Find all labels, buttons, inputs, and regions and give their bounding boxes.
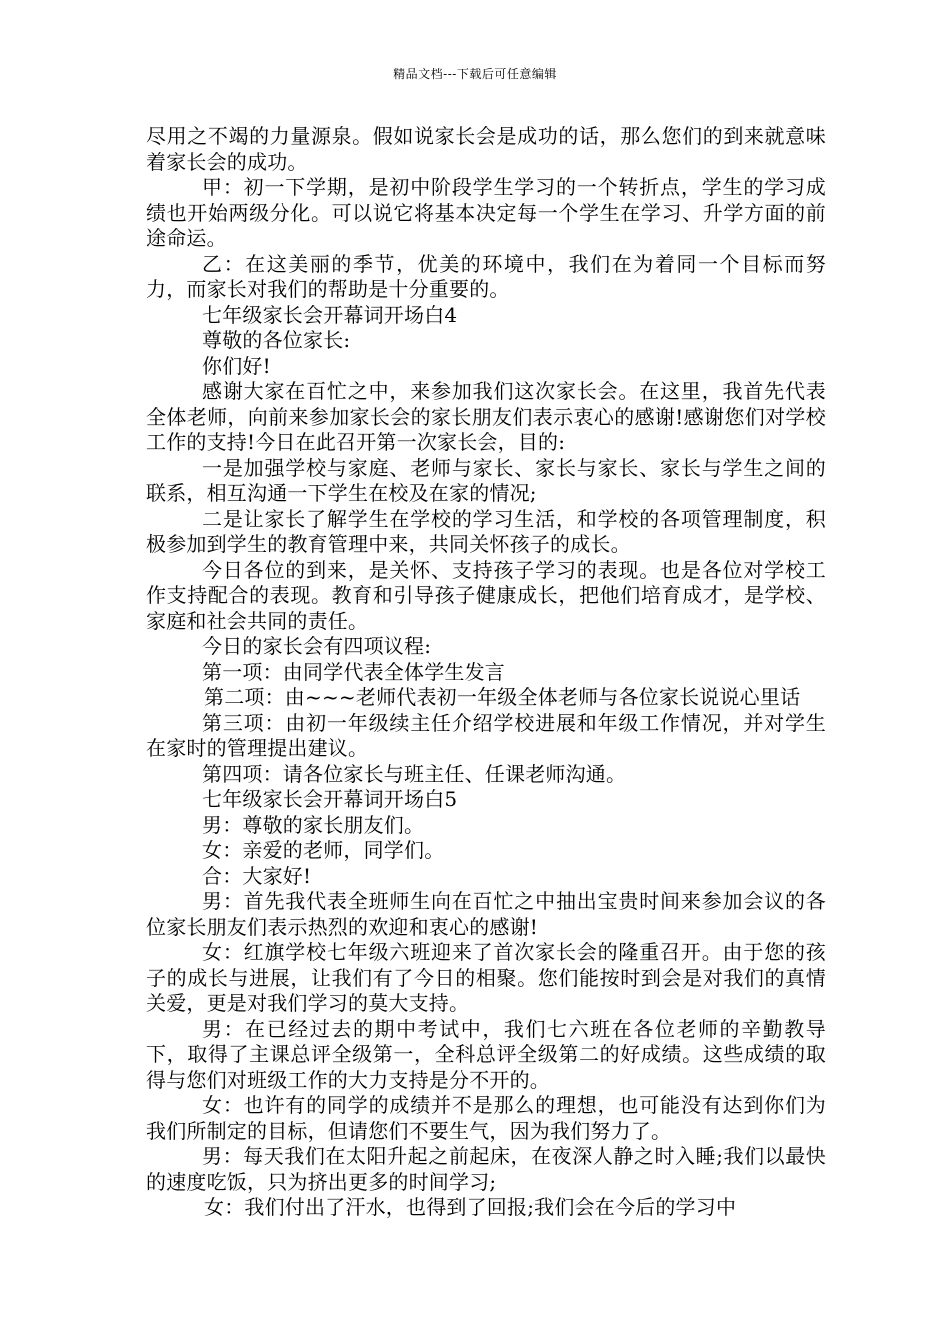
paragraph: 一是加强学校与家庭、老师与家长、家长与家长、家长与学生之间的联系，相互沟通一下学生在校及在家的情况; (146, 455, 826, 505)
dialogue-line: 合：大家好! (202, 863, 312, 888)
dialogue-line: 女：亲爱的老师，同学们。 (202, 838, 445, 862)
agenda-item: 第一项：由同学代表全体学生发言 (202, 659, 505, 684)
dialogue-line: 男：每天我们在太阳升起之前起床，在夜深人静之时入睡;我们以最快的速度吃饭，只为挤出更多的时间学习; (146, 1144, 826, 1194)
greeting: 你们好! (202, 353, 271, 378)
dialogue-line: 男：在已经过去的期中考试中，我们七六班在各位老师的辛勤教导下，取得了主课总评全级第一，全科总评全级第二的好成绩。这些成绩的取得与您们对班级工作的大力支持是分不开的。 (146, 1016, 826, 1092)
agenda-item: 第四项：请各位家长与班主任、任课老师沟通。 (202, 761, 627, 786)
paragraph: 今日各位的到来，是关怀、支持孩子学习的表现。也是各位对学校工作支持配合的表现。教育和引导孩子健康成长，把他们培育成才，是学校、家庭和社会共同的责任。 (146, 557, 826, 633)
section-heading: 七年级家长会开幕词开场白4 (202, 302, 458, 327)
dialogue-line: 女：我们付出了汗水，也得到了回报;我们会在今后的学习中 (204, 1195, 737, 1219)
page-header: 精品文档---下载后可任意编辑 (393, 67, 557, 81)
dialogue-line: 女：也许有的同学的成绩并不是那么的理想，也可能没有达到你们为我们所制定的目标，但请您们不要生气，因为我们努力了。 (146, 1093, 826, 1143)
salutation: 尊敬的各位家长: (202, 328, 351, 352)
agenda-item: 第三项：由初一年级续主任介绍学校进展和年级工作情况，并对学生在家时的管理提出建议。 (146, 710, 826, 760)
paragraph: 今日的家长会有四项议程: (202, 634, 432, 658)
dialogue-line: 女：红旗学校七年级六班迎来了首次家长会的隆重召开。由于您的孩子的成长与进展，让我们有了今日的相聚。您们能按时到会是对我们的真情关爱，更是对我们学习的莫大支持。 (146, 940, 826, 1015)
document-body (146, 124, 826, 1221)
paragraph: 尽用之不竭的力量源泉。假如说家长会是成功的话，那么您们的到来就意味着家长会的成功。 (146, 124, 826, 174)
section-heading: 七年级家长会开幕词开场白5 (202, 787, 458, 811)
dialogue-line: 男：尊敬的家长朋友们。 (202, 812, 425, 837)
agenda-item: 第二项：由~~~老师代表初一年级全体老师与各位家长说说心里话 (204, 685, 801, 709)
paragraph: 二是让家长了解学生在学校的学习生活，和学校的各项管理制度，积极参加到学生的教育管理中来，共同关怀孩子的成长。 (146, 506, 826, 556)
dialogue-line: 男：首先我代表全班师生向在百忙之中抽出宝贵时间来参加会议的各位家长朋友们表示热烈的欢迎和衷心的感谢! (146, 889, 826, 939)
paragraph: 乙：在这美丽的季节，优美的环境中，我们在为着同一个目标而努力，而家长对我们的帮助是十分重要的。 (146, 251, 826, 301)
paragraph: 甲：初一下学期，是初中阶段学生学习的一个转折点，学生的学习成绩也开始两级分化。可以说它将基本决定每一个学生在学习、升学方面的前途命运。 (146, 175, 826, 250)
paragraph: 感谢大家在百忙之中，来参加我们这次家长会。在这里，我首先代表全体老师，向前来参加家长会的家长朋友们表示衷心的感谢!感谢您们对学校工作的支持!今日在此召开第一次家长会，目的: (146, 379, 826, 454)
